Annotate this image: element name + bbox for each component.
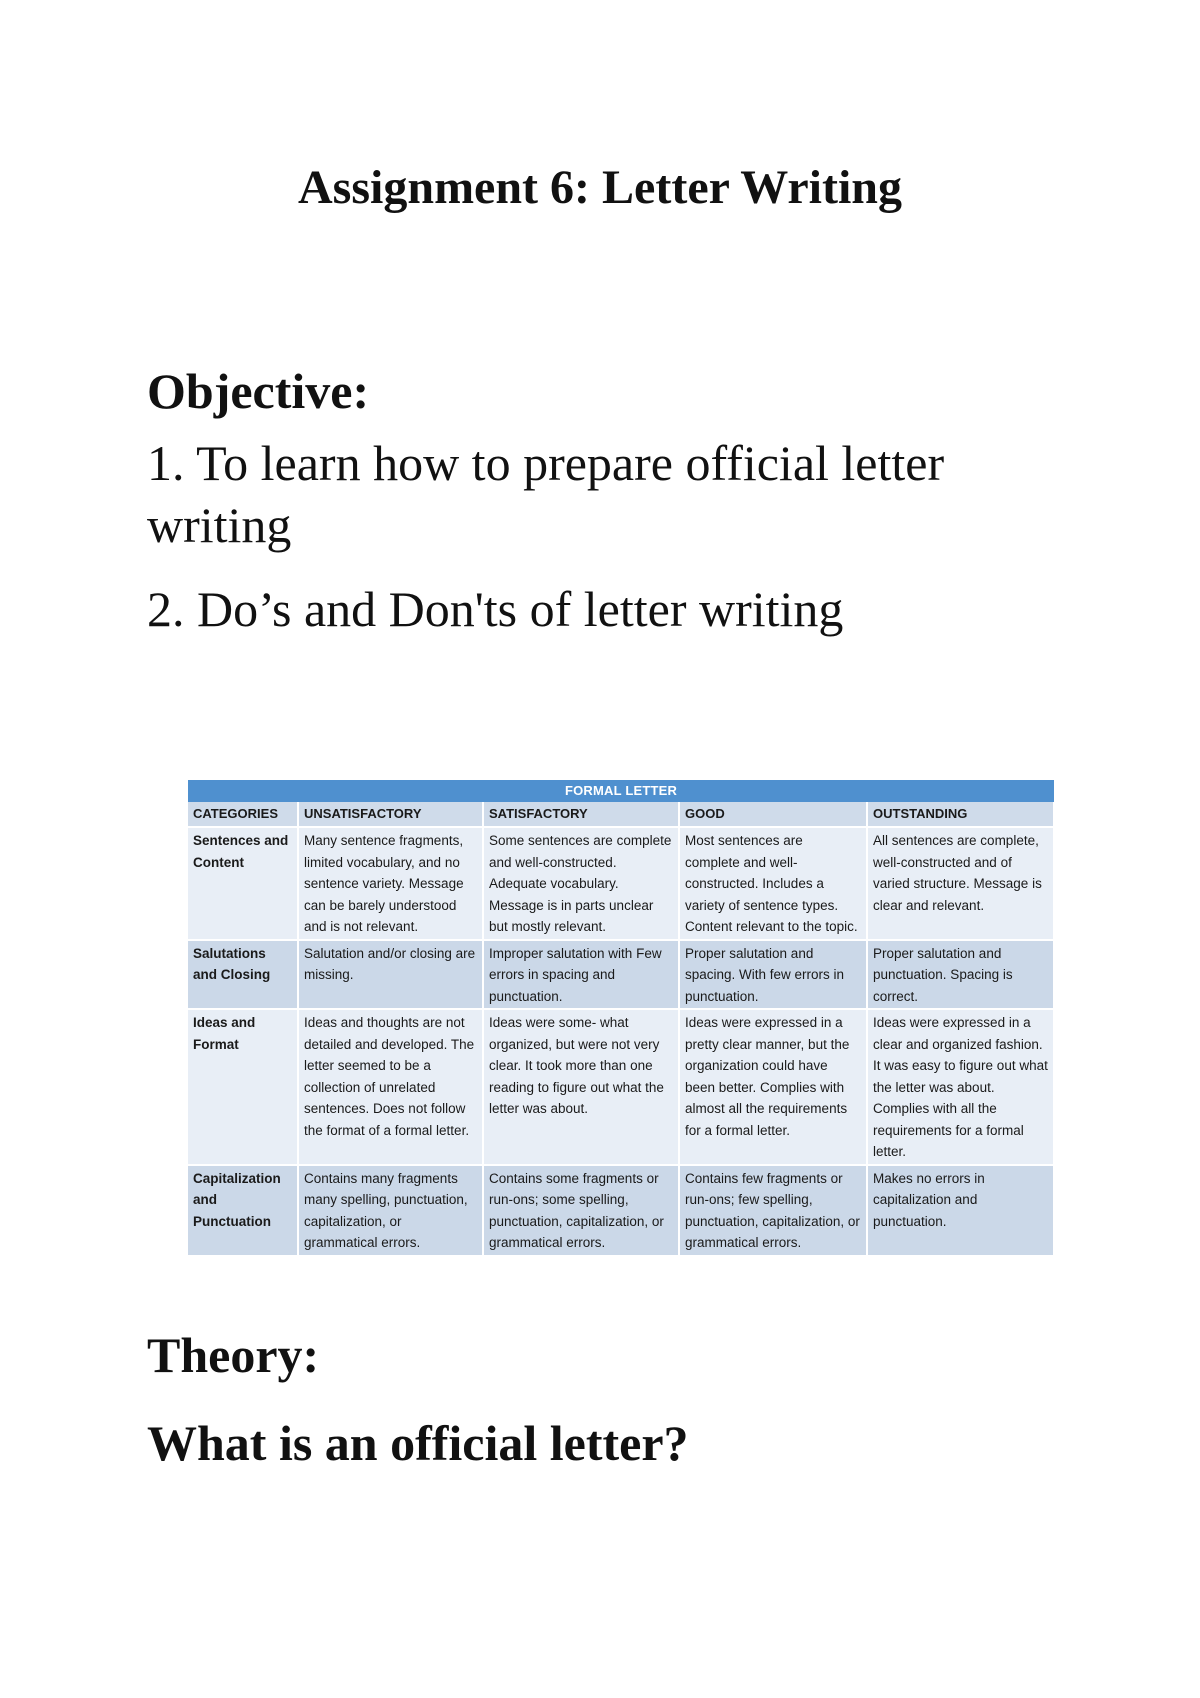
- rubric-title: FORMAL LETTER: [188, 780, 1054, 802]
- header-outstanding: OUTSTANDING: [867, 802, 1054, 827]
- table-cell: Contains some fragments or run-ons; some spelling, punctuation, capitalization, or grammatical errors.: [483, 1165, 679, 1255]
- rubric-table-image: [188, 780, 1054, 1255]
- table-cell: All sentences are complete, well-constructed and of varied structure. Message is clear and relevant.: [867, 827, 1054, 940]
- table-cell: Contains few fragments or run-ons; few spelling, punctuation, capitalization, or grammatical errors.: [679, 1165, 867, 1255]
- category-cell: Sentences and Content: [188, 827, 298, 940]
- table-cell: Some sentences are complete and well-constructed. Adequate vocabulary. Message is in parts unclear but mostly relevant.: [483, 827, 679, 940]
- table-row: [188, 1009, 1054, 1165]
- table-cell: Ideas were expressed in a pretty clear manner, but the organization could have been better. Complies with almost all the requirements for a formal letter.: [679, 1009, 867, 1165]
- table-row: [188, 940, 1054, 1010]
- category-cell: Salutations and Closing: [188, 940, 298, 1010]
- header-satisfactory: SATISFACTORY: [483, 802, 679, 827]
- objective-heading: Objective:: [147, 363, 370, 419]
- table-cell: Many sentence fragments, limited vocabulary, and no sentence variety. Message can be barely understood and is not relevant.: [298, 827, 483, 940]
- table-row: [188, 1165, 1054, 1255]
- category-cell: Ideas and Format: [188, 1009, 298, 1165]
- table-cell: Improper salutation with Few errors in spacing and punctuation.: [483, 940, 679, 1010]
- table-cell: Makes no errors in capitalization and punctuation.: [867, 1165, 1054, 1255]
- header-categories: CATEGORIES: [188, 802, 298, 827]
- table-cell: Salutation and/or closing are missing.: [298, 940, 483, 1010]
- theory-heading: Theory:: [147, 1327, 320, 1383]
- formal-letter-rubric-table: [188, 780, 1055, 1255]
- table-cell: Ideas and thoughts are not detailed and developed. The letter seemed to be a collection of unrelated sentences. Does not follow the format of a formal letter.: [298, 1009, 483, 1165]
- category-cell: Capitalization and Punctuation: [188, 1165, 298, 1255]
- table-cell: Proper salutation and spacing. With few errors in punctuation.: [679, 940, 867, 1010]
- theory-question-heading: What is an official letter?: [147, 1415, 689, 1471]
- table-cell: Ideas were some- what organized, but were not very clear. It took more than one reading to figure out what the letter was about.: [483, 1009, 679, 1165]
- table-cell: Ideas were expressed in a clear and organized fashion. It was easy to figure out what the letter was about. Complies with all the requirements for a formal letter.: [867, 1009, 1054, 1165]
- table-cell: Contains many fragments many spelling, punctuation, capitalization, or grammatical errors.: [298, 1165, 483, 1255]
- page-title: Assignment 6: Letter Writing: [298, 161, 902, 214]
- header-good: GOOD: [679, 802, 867, 827]
- rubric-header-row: [188, 802, 1054, 827]
- table-cell: Most sentences are complete and well-constructed. Includes a variety of sentence types. Content relevant to the topic.: [679, 827, 867, 940]
- objective-item: 2. Do’s and Don'ts of letter writing: [147, 581, 844, 637]
- table-row: [188, 827, 1054, 940]
- header-unsatisfactory: UNSATISFACTORY: [298, 802, 483, 827]
- objective-item: 1. To learn how to prepare official letter writing: [147, 435, 945, 553]
- table-cell: Proper salutation and punctuation. Spacing is correct.: [867, 940, 1054, 1010]
